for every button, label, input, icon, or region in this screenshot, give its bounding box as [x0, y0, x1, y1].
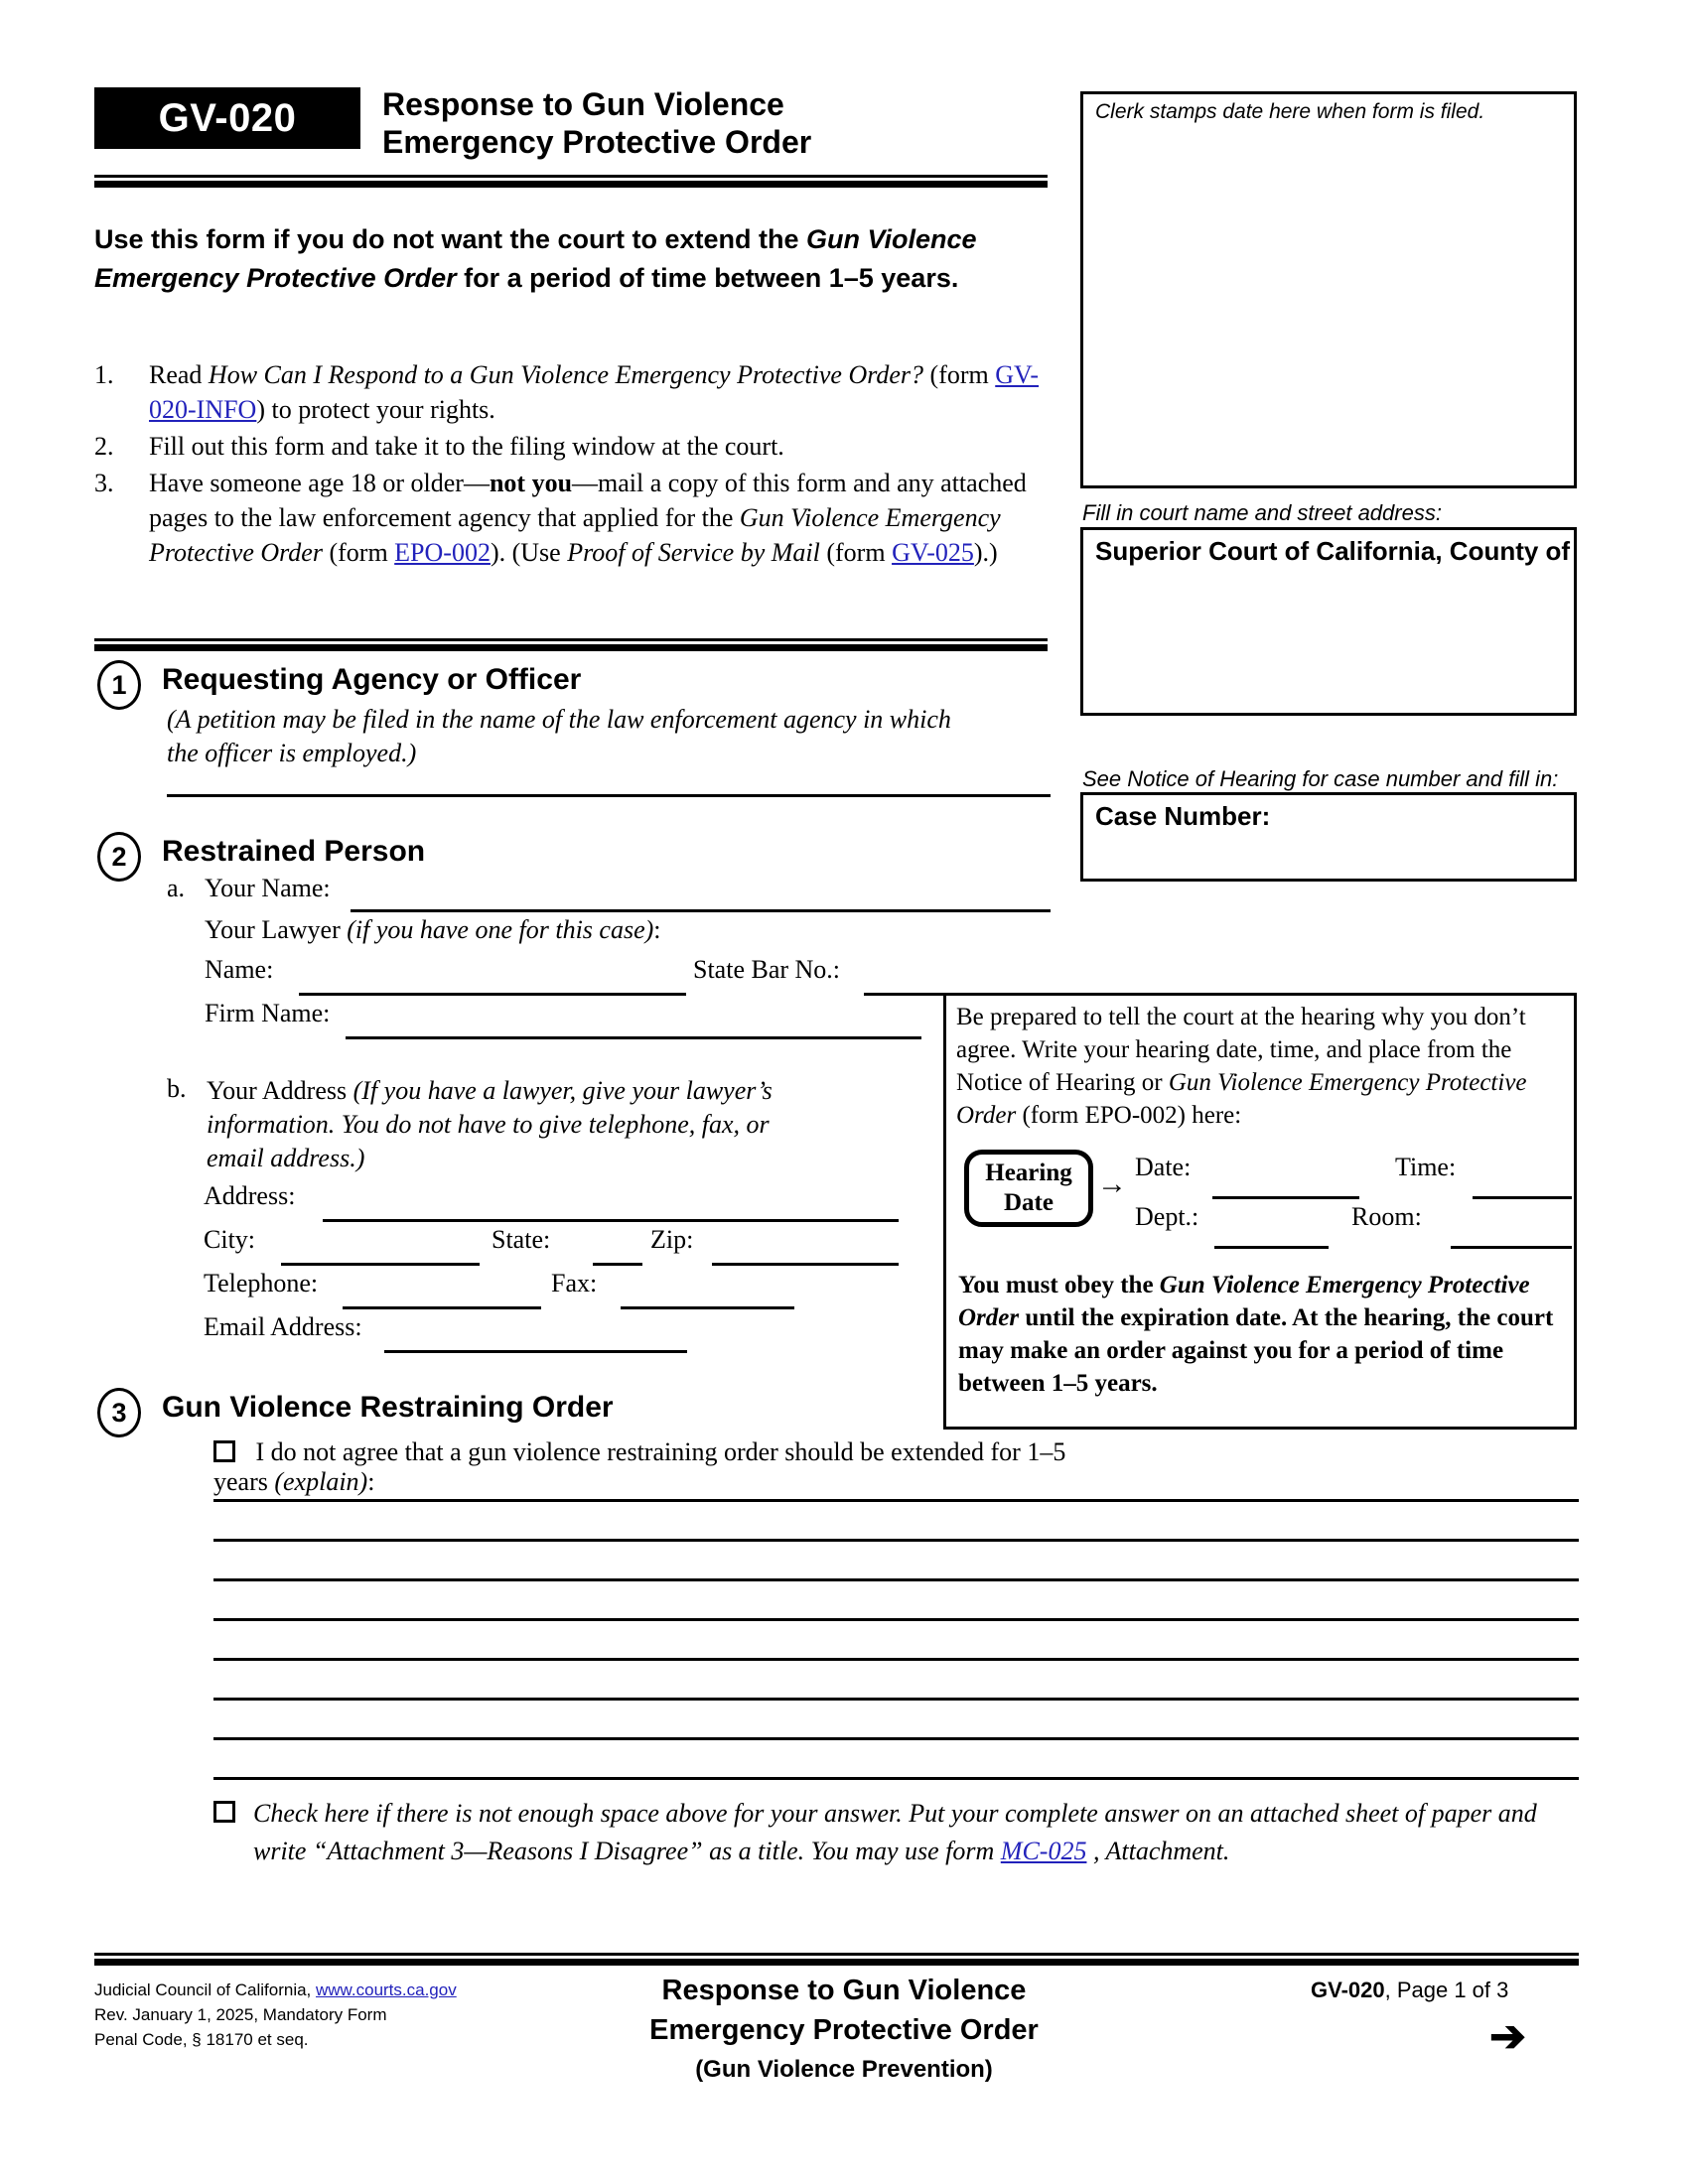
hearing-date-pill: [964, 1150, 1093, 1227]
your-lawyer-row: [167, 915, 1090, 955]
footer-divider-thin: [94, 1953, 1579, 1956]
instruction-3-seg-1: not you: [489, 469, 573, 497]
requesting-agency-input[interactable]: [167, 794, 1051, 797]
telephone-fax-row: [204, 1269, 899, 1312]
disagree-checkbox[interactable]: [213, 1440, 235, 1462]
hearing-room-label: Room:: [1351, 1202, 1422, 1231]
your-address-note-block: [207, 1074, 802, 1175]
instruction-1-seg-0: Read: [149, 360, 209, 389]
email-label: Email Address:: [204, 1312, 362, 1341]
form-title-line-1: Response to Gun Violence: [382, 86, 784, 122]
answer-line[interactable]: [213, 1658, 1579, 1661]
answer-lines-area[interactable]: [213, 1499, 1579, 1817]
instruction-item: [94, 357, 1057, 427]
fax-input[interactable]: [621, 1306, 794, 1309]
hearing-intro-text: [956, 1001, 1572, 1132]
step-number-1: 1: [97, 660, 141, 710]
case-number-caption: See Notice of Hearing for case number and fill in:: [1082, 766, 1559, 791]
form-header: [94, 87, 1048, 167]
instruction-3-seg-10: ).): [973, 538, 998, 567]
instruction-1-seg-4: ) to protect your rights.: [256, 395, 495, 424]
city-label: City:: [204, 1225, 256, 1254]
footer-divider-thick: [94, 1959, 1579, 1966]
lead-in-part-1: Use this form if you do not want the court to extend the: [94, 224, 807, 254]
attachment-label-seg-1[interactable]: MC-025: [1000, 1837, 1087, 1865]
instruction-3-seg-0: Have someone age 18 or older—: [149, 469, 490, 497]
footer-council-text: Judicial Council of California,: [94, 1980, 316, 1999]
city-input[interactable]: [281, 1263, 480, 1266]
hearing-pill-line-1: Hearing: [985, 1160, 1072, 1186]
firm-name-input[interactable]: [346, 1036, 921, 1039]
lead-in-emphasis: Gun Violence Emergency Protective Order: [94, 224, 977, 293]
state-input[interactable]: [593, 1263, 642, 1266]
case-number-label: Case Number:: [1095, 801, 1271, 831]
hearing-intro-seg-1: Gun Violence Emergency Protective Order: [956, 1069, 1527, 1129]
hearing-warning-seg-1: Gun Violence Emergency Protective Order: [958, 1272, 1530, 1331]
header-divider-thin: [94, 175, 1048, 178]
answer-line[interactable]: [213, 1578, 1579, 1581]
answer-line[interactable]: [213, 1698, 1579, 1701]
instruction-3-seg-5[interactable]: EPO-002: [394, 538, 491, 567]
instruction-number: 2.: [94, 432, 114, 461]
clerk-stamp-box: [1080, 91, 1577, 488]
disagree-checkbox-label: [213, 1437, 1065, 1496]
hearing-intro-seg-2: (form EPO-002) here:: [1016, 1102, 1242, 1129]
section-1-note: (A petition may be filed in the name of the law enforcement agency in which the officer is employed.): [167, 705, 951, 767]
telephone-label: Telephone:: [204, 1269, 319, 1297]
lawyer-name-label: Name:: [205, 955, 274, 984]
disagree-label-seg-1: (explain): [274, 1467, 368, 1496]
disagree-checkbox-row[interactable]: [213, 1437, 1087, 1497]
footer-line-2: Rev. January 1, 2025, Mandatory Form: [94, 2005, 387, 2024]
instruction-2-seg-0: Fill out this form and take it to the filing window at the court.: [149, 432, 784, 461]
instruction-list: [94, 357, 1057, 572]
attachment-label-seg-0: Check here if there is not enough space above for your answer. Put your complete answer on an attached sheet of paper and write “Attachment 3—Reasons I Disagree” as a title. You may use form: [253, 1799, 1537, 1865]
section-divider-thin: [94, 638, 1048, 641]
hearing-dept-label: Dept.:: [1135, 1202, 1199, 1231]
state-bar-label: State Bar No.:: [693, 955, 841, 984]
hearing-fields: [1135, 1153, 1572, 1252]
instruction-1-seg-2: (form: [923, 360, 996, 389]
section-divider-thick: [94, 644, 1048, 651]
zip-label: Zip:: [650, 1225, 694, 1254]
court-name-value: Superior Court of California, County of: [1095, 536, 1571, 566]
header-divider-thick: [94, 181, 1048, 188]
item-a-marker: a.: [167, 874, 186, 902]
instruction-3-seg-3: Gun Violence Emergency Protective Order: [149, 503, 1001, 567]
fax-label: Fax:: [551, 1269, 598, 1297]
hearing-date-label: Date:: [1135, 1153, 1192, 1181]
hearing-time-label: Time:: [1395, 1153, 1457, 1181]
section-3-title: Gun Violence Restraining Order: [162, 1391, 614, 1424]
answer-line[interactable]: [213, 1499, 1579, 1502]
answer-line[interactable]: [213, 1777, 1579, 1780]
page-title: [382, 85, 1057, 161]
instruction-3-seg-6: ). (Use: [490, 538, 568, 567]
footer-line-3: Penal Code, § 18170 et seq.: [94, 2030, 309, 2049]
answer-line[interactable]: [213, 1737, 1579, 1740]
hearing-intro-seg-0: Be prepared to tell the court at the hearing why you don’t agree. Write your hearing date, time, and place from the Notice of Hearing or: [956, 1004, 1526, 1096]
footer-page-info: [1311, 1978, 1589, 2003]
address-input[interactable]: [323, 1219, 899, 1222]
hearing-warning-seg-2: until the expiration date. At the hearing, the court may make an order against you for a period of time between 1–5 years.: [958, 1304, 1554, 1397]
section-2b-fields: [204, 1181, 899, 1356]
answer-line[interactable]: [213, 1618, 1579, 1621]
lead-in-instruction: [94, 220, 1048, 298]
instruction-text: [149, 357, 1057, 427]
address-row: [204, 1181, 899, 1225]
instruction-text: [149, 466, 1057, 570]
arrow-right-icon: →: [1097, 1167, 1127, 1200]
footer-form-number: GV-020: [1311, 1978, 1385, 2002]
your-name-label: Your Name:: [205, 874, 331, 902]
step-number-3: 3: [97, 1388, 141, 1437]
hearing-warning-text: [958, 1269, 1572, 1400]
footer-form-title: [556, 1971, 1132, 2090]
city-state-zip-row: [204, 1225, 899, 1269]
your-name-row: [167, 874, 1090, 915]
footer-title-line-2: Emergency Protective Order: [649, 2014, 1039, 2046]
instruction-item: [94, 466, 1057, 570]
instruction-3-seg-9[interactable]: GV-025: [892, 538, 974, 567]
attachment-label-seg-2: , Attachment.: [1086, 1837, 1230, 1865]
email-row: [204, 1312, 899, 1356]
your-lawyer-label: [205, 915, 661, 945]
address-label: Address:: [204, 1181, 296, 1210]
instruction-3-seg-8: (form: [819, 538, 893, 567]
your-address-label: Your Address: [207, 1076, 353, 1105]
clerk-stamp-caption: Clerk stamps date here when form is filed.: [1095, 100, 1485, 123]
instruction-1-seg-3[interactable]: GV-020-INFO: [149, 360, 1040, 424]
lawyer-name-input[interactable]: [299, 993, 686, 996]
your-address-note: (If you have a lawyer, give your lawyer’s information. You do not have to give telephone, fax, or email address.): [207, 1076, 773, 1172]
footer-page-number: , Page 1 of 3: [1384, 1978, 1509, 2002]
footer-line-1: [94, 1978, 521, 2002]
instruction-number: 1.: [94, 360, 114, 389]
state-label: State:: [492, 1225, 551, 1254]
lead-in-part-2: for a period of time between 1–5 years.: [456, 263, 959, 293]
hearing-dept-input[interactable]: [1214, 1246, 1329, 1249]
instruction-text: [149, 429, 1057, 464]
your-lawyer-colon: :: [653, 915, 661, 944]
attachment-checkbox-label: [253, 1795, 1584, 1870]
hearing-pill-line-2: Date: [1004, 1189, 1054, 1216]
hearing-date-input[interactable]: [1212, 1196, 1359, 1199]
firm-name-label: Firm Name:: [205, 999, 331, 1027]
footer-legal-info: [94, 1978, 521, 2052]
court-name-box[interactable]: [1080, 527, 1577, 716]
section-1-title: Requesting Agency or Officer: [162, 663, 582, 696]
disagree-label-seg-0: I do not agree that a gun violence restraining order should be extended for 1–5 years: [213, 1437, 1066, 1496]
disagree-label-seg-2: :: [367, 1467, 375, 1496]
hearing-dept-room-row: [1135, 1202, 1572, 1252]
your-name-input[interactable]: [351, 909, 1051, 912]
case-number-box[interactable]: [1080, 792, 1577, 882]
answer-line[interactable]: [213, 1539, 1579, 1542]
instruction-3-seg-4: (form: [322, 538, 395, 567]
attachment-checkbox-row[interactable]: [213, 1795, 1584, 1870]
form-title-line-2: Emergency Protective Order: [382, 124, 812, 160]
instruction-3-seg-7: Proof of Service by Mail: [567, 538, 820, 567]
footer-title-line-1: Response to Gun Violence: [661, 1975, 1027, 2006]
step-number-2: 2: [97, 832, 141, 882]
hearing-callout-box: [943, 993, 1577, 1430]
telephone-input[interactable]: [343, 1306, 541, 1309]
hearing-room-input[interactable]: [1451, 1246, 1572, 1249]
instruction-item: [94, 429, 1057, 464]
court-name-caption: Fill in court name and street address:: [1082, 500, 1442, 525]
instruction-number: 3.: [94, 469, 114, 497]
attachment-checkbox[interactable]: [213, 1801, 235, 1823]
next-page-arrow-icon: ➔: [1489, 2012, 1526, 2061]
your-lawyer-note: (if you have one for this case): [347, 915, 654, 944]
item-b-marker: b.: [167, 1074, 187, 1103]
hearing-warning-seg-0: You must obey the: [958, 1272, 1160, 1298]
instruction-3-seg-2: —mail a copy of this form and any attached pages to the law enforcement agency that applied for the: [149, 469, 1027, 532]
email-input[interactable]: [384, 1350, 687, 1353]
hearing-date-time-row: [1135, 1153, 1572, 1202]
courts-website-link[interactable]: www.courts.ca.gov: [316, 1980, 457, 1999]
footer-title-line-3: (Gun Violence Prevention): [695, 2056, 993, 2083]
your-lawyer-label-text: Your Lawyer: [205, 915, 348, 944]
form-number-badge: GV-020: [94, 87, 360, 149]
instruction-1-seg-1: How Can I Respond to a Gun Violence Emergency Protective Order?: [208, 360, 924, 389]
section-2-title: Restrained Person: [162, 835, 426, 868]
hearing-time-input[interactable]: [1473, 1196, 1572, 1199]
zip-input[interactable]: [712, 1263, 899, 1266]
